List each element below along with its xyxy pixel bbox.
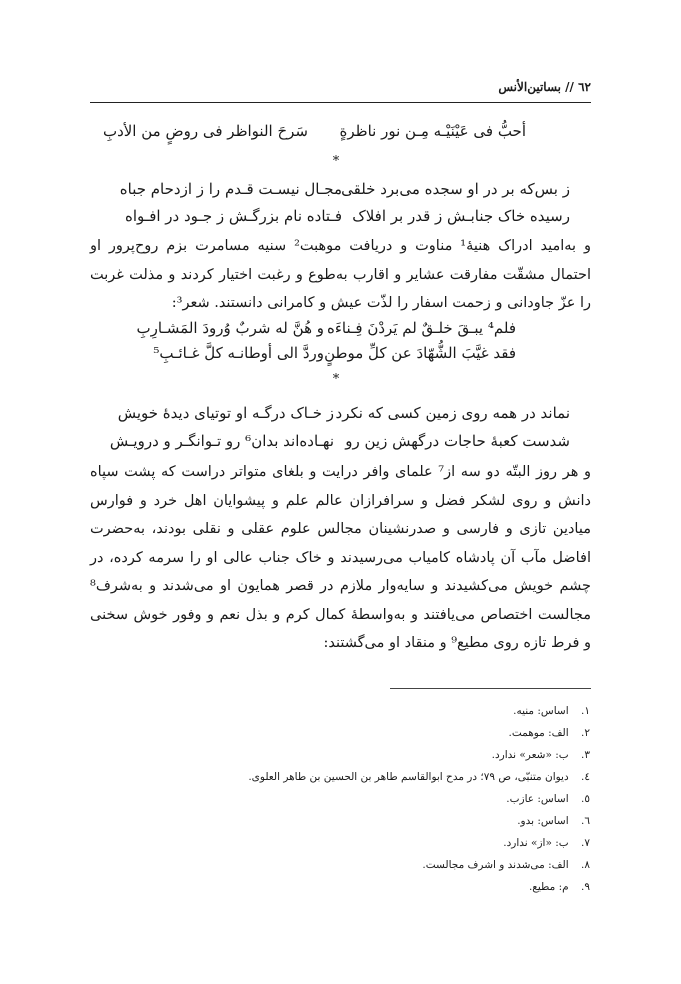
arabic-verse-1 — [80, 122, 600, 148]
footnote — [160, 744, 590, 766]
footnote-text: اساس: منیه. — [513, 705, 569, 717]
footnote — [160, 876, 590, 898]
footnote — [160, 700, 590, 722]
hemistich-second: فـتاده نام بزرگـش ز جـود در افـواه — [125, 207, 342, 225]
footnote-number: ٢. — [581, 727, 590, 739]
hemistich-first: فقد غیَّبَ الشُّهّادَ عن کلِّ موطنٍ — [324, 344, 516, 362]
footnote-number: ١. — [581, 705, 590, 717]
footnote-number: ٨. — [581, 859, 590, 871]
footnote-text: الف: موهمت. — [508, 727, 569, 739]
persian-verse-1a — [80, 180, 600, 206]
footnote-number: ٦. — [581, 815, 590, 827]
arabic-verse-2a — [80, 319, 600, 345]
header-rule — [90, 102, 591, 103]
hemistich-first: رسیده خاک جنابـش ز قدر بر افلاک — [352, 207, 570, 225]
footnote — [160, 788, 590, 810]
hemistich-second: و هُنَّ له شربٌ وُرودَ المَشـارِبِ — [136, 319, 324, 337]
footnotes-list — [160, 700, 590, 898]
footnote-number: ٣. — [581, 749, 590, 761]
footnote — [160, 810, 590, 832]
hemistich-first: فلم⁴ یبـقَ خلـقٌ لم یَردْنَ فِـناءَه — [326, 319, 516, 337]
verse-separator-star: * — [332, 372, 340, 387]
hemistich-first: شدست کعبهٔ حاجات درگهش زین رو — [345, 432, 570, 450]
footnote-text: اساس: بدو. — [517, 815, 569, 827]
footnote-rule — [390, 688, 591, 689]
footnote-text: دیوان متنبّی، ص ٧٩؛ در مدح ابوالقاسم طاهر بن الحسین بن طاهر العلوی. — [248, 771, 569, 783]
hemistich-second: وردَّ الی أوطانـه کلَّ غـائـبِ⁵ — [153, 344, 324, 362]
hemistich-first: نماند در همه روی زمین کسی که نکرد — [335, 404, 570, 422]
verse-separator-star: * — [332, 154, 340, 169]
hemistich-first: أحبُّ فی عَیْنَیْـه مِـن نور ناظرةٍ — [339, 122, 526, 140]
prose-paragraph-1: و به‌امید ادراک هنیهٔ¹ مناوت و دریافت موهبت² سنیه مسامرت بزم روح‌پرور او احتمال مشقّت مفارقت عشایر و اقارب به‌طوع و رغبت اختیار کردند و مذلت غربت را عزّ جاودانی و زحمت اسفار را لذّت عیش و کامرانی دانستند. شعر³: — [90, 238, 591, 311]
footnote-number: ٥. — [581, 793, 590, 805]
footnote-text: م: مطیع. — [528, 881, 569, 893]
footnote-number: ٤. — [581, 771, 590, 783]
persian-verse-2a — [80, 404, 600, 430]
hemistich-second: سَرحَ النواظر فی روضٍ من الأدبِ — [102, 122, 308, 140]
footnote-text: ب: «شعر» ندارد. — [491, 749, 569, 761]
footnote — [160, 766, 590, 788]
persian-verse-2b — [80, 432, 600, 458]
persian-verse-1b — [80, 207, 600, 233]
prose-paragraph-2: و هر روز البتّه دو سه از⁷ علمای وافر درایت و بلغای متواتر دراست که پشت سپاه دانش و روی لشکر فضل و سرافرازان عالم علم و پیشوایان اهل خرد و فوارس میادین تازی و فارسی و صدرنشینان مجالس علوم عقلی و نقلی بودند، به‌حضرت افاضل مآب آن پادشاه کامیاب می‌رسیدند و خاک جناب عالی او را سرمه کرده، در چشم خویش می‌کشیدند و سایه‌وار ملازم در قصر همایون او می‌شدند و به‌شرف⁸ مجالست اختصاص می‌یافتند و به‌واسطهٔ کمال کرم و بذل نعم و وفور خوش سخنی و فرط تازه روی مطیع⁹ و منقاد او می‌گشتند: — [90, 464, 591, 651]
footnote-text: الف: می‌شدند و اشرف مجالست. — [422, 859, 569, 871]
footnote — [160, 832, 590, 854]
footnote-number: ٩. — [581, 881, 590, 893]
arabic-verse-2b — [80, 344, 600, 370]
hemistich-second: ز خـاک درگـه او توتیای دیدهٔ خویش — [117, 404, 334, 422]
footnote — [160, 854, 590, 876]
footnote-text: ب: «از» ندارد. — [503, 837, 569, 849]
footnote-number: ٧. — [581, 837, 590, 849]
hemistich-first: ز بس‌که بر در او سجده می‌برد خلقی — [341, 180, 570, 198]
hemistich-second: مجـال نیسـت قـدم را ز ازدحام جباه — [119, 180, 342, 198]
footnote — [160, 722, 590, 744]
hemistich-second: نهـاده‌اند بدان⁶ رو تـوانگـر و درویـش — [109, 432, 334, 450]
running-header: ٦٢ // بساتين‌الأنس — [498, 80, 591, 94]
footnote-text: اساس: عازب. — [506, 793, 569, 805]
